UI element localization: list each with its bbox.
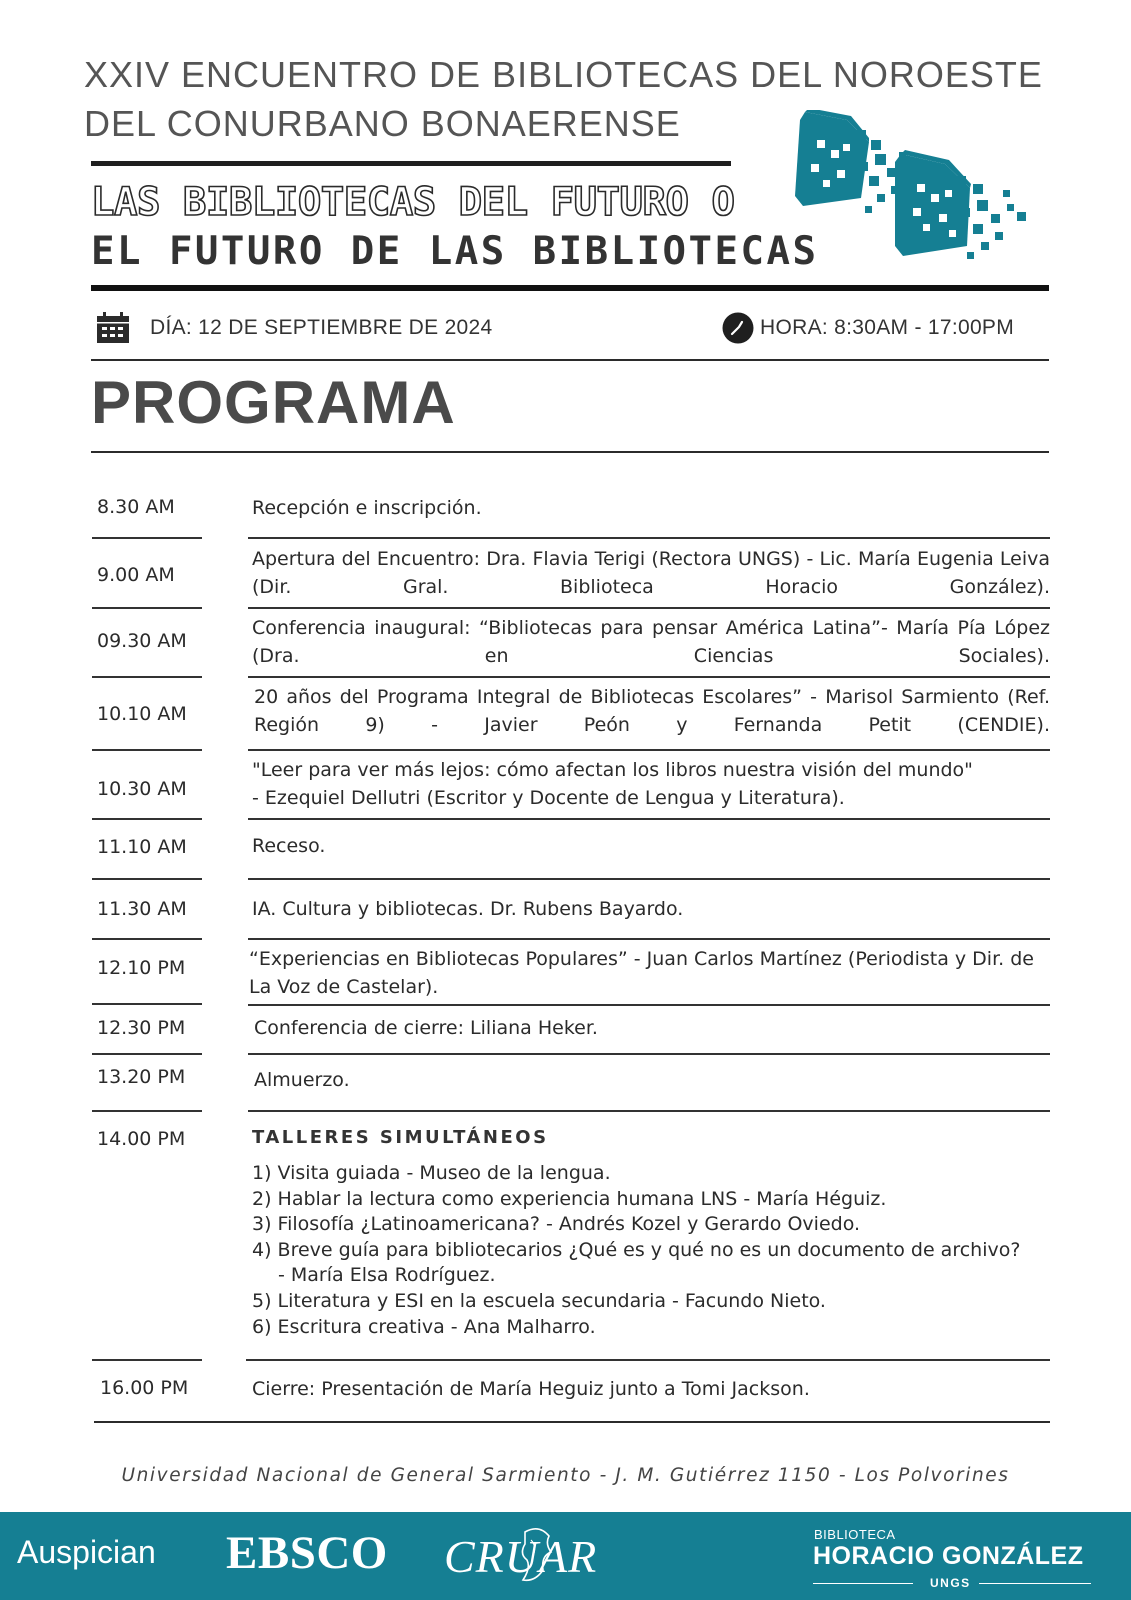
workshop-item: 6) Escritura creativa - Ana Malharro. <box>252 1315 596 1338</box>
books-logo-icon <box>795 110 1045 260</box>
row-divider <box>248 537 1050 539</box>
schedule-description: Almuerzo. <box>254 1069 350 1091</box>
workshops-heading: TALLERES SIMULTÁNEOS <box>252 1127 549 1148</box>
program-divider <box>91 451 1049 453</box>
row-divider <box>92 537 202 539</box>
row-divider <box>248 607 1050 609</box>
row-divider <box>92 1003 202 1005</box>
description-line: "Leer para ver más lejos: cómo afectan los libros nuestra visión del mundo" <box>252 759 973 781</box>
row-divider <box>92 878 202 880</box>
schedule-time: 8.30 AM <box>97 496 175 518</box>
row-divider <box>92 676 202 678</box>
schedule-time: 10.30 AM <box>97 778 187 800</box>
row-divider <box>92 1053 202 1055</box>
subtitle-line-2: EL FUTURO DE LAS BIBLIOTECAS <box>91 229 819 274</box>
schedule-time: 09.30 AM <box>97 630 187 652</box>
schedule-description <box>252 756 1050 812</box>
workshop-item: 1) Visita guiada - Museo de la lengua. <box>252 1162 611 1184</box>
row-divider <box>92 749 202 751</box>
clock-icon <box>722 312 754 344</box>
schedule-time: 13.20 PM <box>97 1066 186 1088</box>
schedule-description: Conferencia inaugural: “Bibliotecas para pensar América Latina”- María Pía López (Dra. en Ciencias Sociales). <box>252 617 1050 667</box>
date-text: DÍA: 12 DE SEPTIEMBRE DE 2024 <box>150 316 493 339</box>
row-divider <box>92 1110 202 1112</box>
row-divider <box>248 878 1050 880</box>
schedule-time: 14.00 PM <box>97 1128 186 1150</box>
row-divider <box>92 607 202 609</box>
row-divider <box>248 938 1050 940</box>
row-divider <box>248 818 1050 820</box>
subtitle-line-1: LAS BIBLIOTECAS DEL FUTURO O <box>91 180 735 225</box>
row-divider <box>92 938 202 940</box>
row-divider <box>248 1053 1050 1055</box>
sponsors-label: Auspician <box>17 1534 156 1570</box>
row-divider <box>248 1110 1050 1112</box>
workshop-item: 3) Filosofía ¿Latinoamericana? - Andrés Kozel y Gerardo Oviedo. <box>252 1213 861 1236</box>
schedule-description: Conferencia de cierre: Liliana Heker. <box>254 1017 598 1039</box>
row-divider <box>246 1359 1050 1361</box>
schedule-time: 16.00 PM <box>100 1377 189 1399</box>
schedule-description: Cierre: Presentación de María Heguiz junto a Tomi Jackson. <box>252 1378 810 1400</box>
row-divider <box>248 676 1050 678</box>
subtitle-divider <box>91 285 1049 291</box>
schedule-time: 11.30 AM <box>97 898 187 920</box>
program-title: PROGRAMA <box>91 369 456 436</box>
time-text: HORA: 8:30AM - 17:00PM <box>760 316 1015 339</box>
event-date <box>96 310 493 346</box>
event-time <box>722 310 1014 346</box>
schedule-description: IA. Cultura y bibliotecas. Dr. Rubens Bayardo. <box>252 898 684 920</box>
sponsors-footer <box>0 1512 1131 1600</box>
ebsco-logo: EBSCO <box>226 1527 388 1579</box>
library-logo-divider <box>979 1583 1091 1584</box>
library-logo-label: BIBLIOTECA <box>814 1527 896 1542</box>
schedule-end-divider <box>94 1421 1050 1423</box>
row-divider <box>92 1359 202 1361</box>
workshops-list <box>252 1161 1032 1340</box>
schedule-description: “Experiencias en Bibliotecas Populares” - Juan Carlos Martínez (Periodista y Dir. de La Voz de Castelar). <box>249 948 1034 998</box>
event-title-line-1: XXIV ENCUENTRO DE BIBLIOTECAS DEL NOROESTE <box>84 54 1043 95</box>
library-logo-name: HORACIO GONZÁLEZ <box>813 1542 1084 1570</box>
schedule-time: 9.00 AM <box>97 564 175 586</box>
schedule-time: 10.10 AM <box>97 703 187 725</box>
library-logo-divider <box>813 1583 913 1584</box>
row-divider <box>248 749 1050 751</box>
schedule-time: 11.10 AM <box>97 836 187 858</box>
calendar-icon <box>96 312 130 344</box>
description-line: - Ezequiel Dellutri (Escritor y Docente de Lengua y Literatura). <box>252 787 845 809</box>
info-divider <box>91 359 1049 361</box>
venue-address: Universidad Nacional de General Sarmiento - J. M. Gutiérrez 1150 - Los Polvorines <box>121 1465 1010 1486</box>
workshop-item: 2) Hablar la lectura como experiencia humana LNS - María Héguiz. <box>252 1187 887 1210</box>
row-divider <box>92 818 202 820</box>
header-divider <box>91 161 731 166</box>
schedule-description: Apertura del Encuentro: Dra. Flavia Terigi (Rectora UNGS) - Lic. María Eugenia Leiva (Dir. Gral. Biblioteca Horacio González). <box>252 548 1050 598</box>
cruar-logo: CRUAR <box>444 1531 598 1582</box>
workshop-item: 4) Breve guía para bibliotecarios ¿Qué es y qué no es un documento de archivo? - María Elsa Rodríguez. <box>252 1238 1021 1287</box>
schedule-time: 12.10 PM <box>97 957 186 979</box>
event-title-line-2: DEL CONURBANO BONAERENSE <box>84 103 681 144</box>
row-divider <box>248 1004 1050 1006</box>
schedule-description: Recepción e inscripción. <box>252 497 482 519</box>
workshop-item: 5) Literatura y ESI en la escuela secundaria - Facundo Nieto. <box>252 1289 826 1312</box>
schedule-description: Receso. <box>252 835 326 857</box>
schedule-time: 12.30 PM <box>97 1017 186 1039</box>
schedule-description: 20 años del Programa Integral de Bibliotecas Escolares” - Marisol Sarmiento (Ref. Región 9) - Javier Peón y Fernanda Petit (CENDIE). <box>254 686 1050 736</box>
cruar-figure-icon <box>515 1526 561 1586</box>
library-logo-sub: UNGS <box>930 1576 971 1590</box>
